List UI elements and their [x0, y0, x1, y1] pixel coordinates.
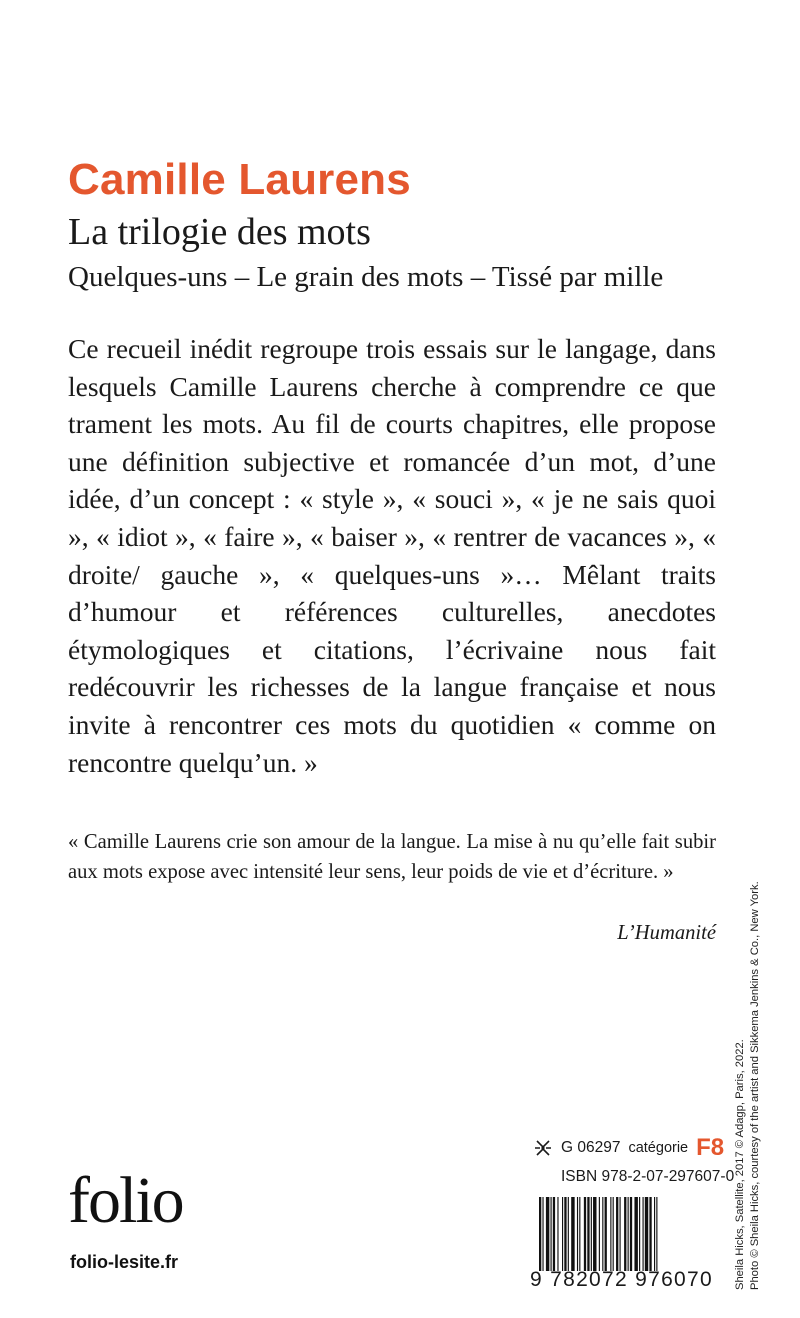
book-subtitle: Quelques-uns – Le grain des mots – Tissé par mille [68, 261, 664, 293]
barcode-digits: 9 782072 976070 [530, 1268, 713, 1291]
catalog-code: G 06297 [561, 1139, 621, 1156]
author-name: Camille Laurens [68, 155, 411, 204]
isbn: ISBN 978-2-07-297607-0 [561, 1168, 735, 1185]
category-label: catégorie [628, 1140, 689, 1156]
photo-credits [733, 810, 762, 1290]
barcode-icon [539, 1197, 717, 1271]
credits-line-1: Sheila Hicks, Satellite, 2017 © Adagp, Paris, 2022. [734, 1039, 746, 1290]
catalog-code-line [533, 1134, 724, 1162]
blurb-paragraph: Ce recueil inédit regroupe trois essais sur le langage, dans lesquels Camille Laurens cherche à comprendre ce que trament les mots. Au fil de courts chapitres, elle propose une définition subjective et romancée d’un mot, d’une idée, d’un concept : « style », « souci », « je ne sais quoi », « idiot », « faire », « baiser », « rentrer de vacances », « droite/ gauche », « quelques-uns »… Mêlant traits d’humour et références culturelles, anecdotes étymologiques et citations, l’écrivaine nous fait redécouvrir les richesses de la langue française et nous invite à rencontrer ces mots du quotidien « comme on rencontre quelqu’un. » [68, 333, 716, 778]
book-title: La trilogie des mots [68, 211, 371, 253]
folio-logo: folio [68, 1164, 183, 1237]
credits-line-2: Photo © Sheila Hicks, courtesy of the artist and Sikkema Jenkins & Co., New York. [748, 881, 761, 1290]
review-quote: « Camille Laurens crie son amour de la langue. La mise à nu qu’elle fait subir aux mots expose avec intensité leur sens, leur poids de vie et d’écriture. » [68, 831, 716, 883]
category-badge: F8 [696, 1134, 725, 1161]
publisher-website: folio-lesite.fr [70, 1252, 179, 1272]
folio-mark-icon [533, 1139, 553, 1157]
review-source: L’Humanité [617, 922, 716, 944]
